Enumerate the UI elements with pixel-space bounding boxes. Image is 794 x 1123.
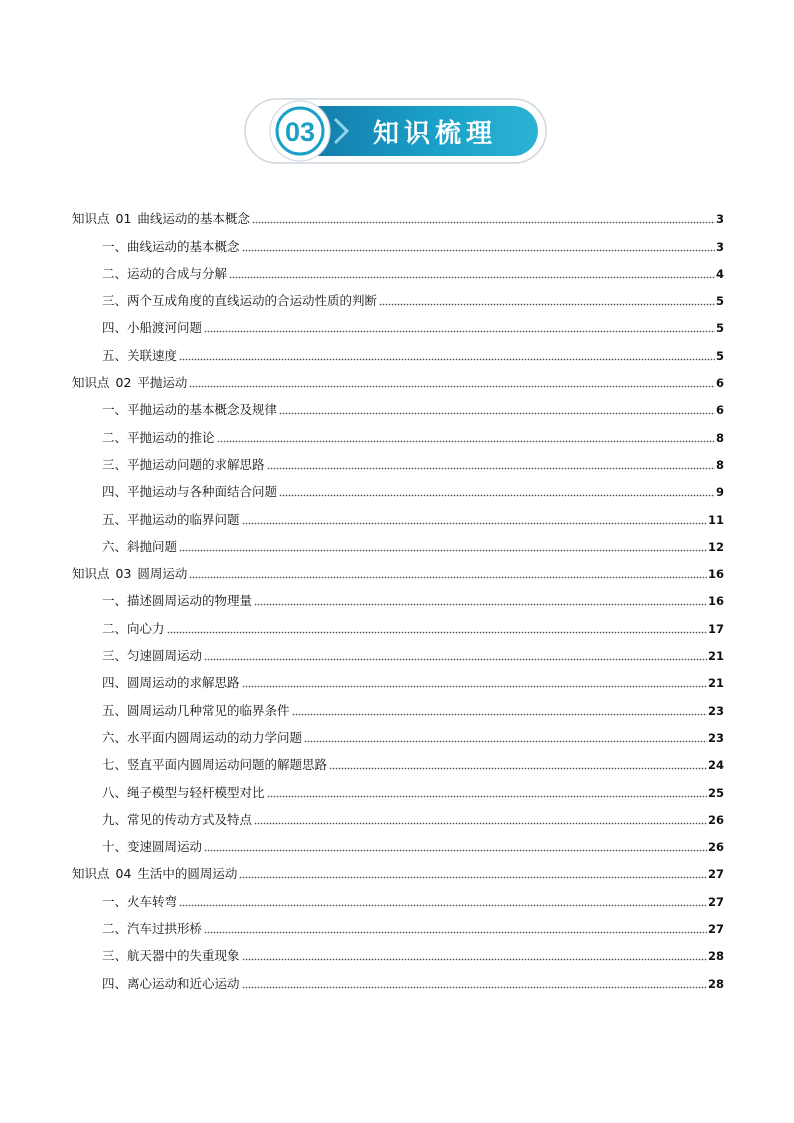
toc-subsection-entry[interactable] [72, 801, 724, 828]
toc-page-number: 5 [715, 294, 724, 309]
toc-subsection-entry[interactable] [72, 691, 724, 718]
toc-page-number: 26 [707, 840, 724, 855]
toc-dot-leader [267, 467, 715, 470]
toc-subsection-entry[interactable] [72, 391, 724, 418]
toc-subsection-entry[interactable] [72, 582, 724, 609]
toc-entry-text: 四、离心运动和近心运动 [102, 975, 240, 991]
toc-subsection-entry[interactable] [72, 227, 724, 254]
toc-entry-text: 一、曲线运动的基本概念 [102, 238, 240, 254]
toc-dot-leader [242, 249, 715, 252]
toc-entry-label [102, 703, 290, 719]
section-title: 知识梳理 [372, 119, 498, 149]
toc-entry-label [102, 948, 240, 964]
toc-entry-text: 二、平抛运动的推论 [102, 429, 215, 445]
toc-page-number: 5 [715, 348, 724, 363]
toc-page-number: 16 [707, 594, 724, 609]
toc-page-number: 8 [715, 430, 724, 445]
toc-page-number: 12 [707, 539, 724, 554]
toc-subsection-entry[interactable] [72, 964, 724, 991]
toc-entry-label [102, 894, 177, 910]
toc-entry-text: 四、小船渡河问题 [102, 320, 203, 336]
toc-page-number: 11 [707, 512, 724, 527]
toc-entry-text: 知识点 [72, 866, 110, 882]
toc-page-number: 5 [715, 321, 724, 336]
toc-page-number: 3 [715, 239, 724, 254]
toc-entry-label [72, 566, 187, 582]
section-number: 03 [284, 117, 316, 147]
toc-subsection-entry[interactable] [72, 446, 724, 473]
toc-section-entry[interactable] [72, 200, 724, 227]
toc-entry-number: 02 [115, 375, 132, 391]
toc-page-number: 21 [707, 676, 724, 691]
toc-dot-leader [189, 385, 715, 388]
toc-entry-label [102, 921, 202, 937]
toc-dot-leader [229, 276, 715, 279]
toc-page-number: 26 [707, 812, 724, 827]
toc-subsection-entry[interactable] [72, 473, 724, 500]
toc-subsection-entry[interactable] [72, 773, 724, 800]
toc-entry-text: 四、圆周运动的求解思路 [102, 675, 240, 691]
toc-entry-text: 知识点 [72, 211, 110, 227]
toc-entry-label [102, 839, 202, 855]
toc-page-number: 25 [707, 785, 724, 800]
toc-page-number: 8 [715, 457, 724, 472]
toc-entry-label [102, 675, 240, 691]
toc-entry-text: 二、运动的合成与分解 [102, 265, 228, 281]
toc-dot-leader [242, 958, 707, 961]
toc-entry-label [102, 348, 177, 364]
toc-entry-text: 二、汽车过拱形桥 [102, 921, 203, 937]
toc-dot-leader [167, 631, 707, 634]
toc-subsection-entry[interactable] [72, 336, 724, 363]
toc-entry-label [102, 757, 327, 773]
toc-entry-label [102, 648, 202, 664]
toc-subsection-entry[interactable] [72, 746, 724, 773]
toc-dot-leader [267, 795, 707, 798]
toc-dot-leader [217, 440, 715, 443]
toc-page-number: 27 [707, 894, 724, 909]
toc-dot-leader [204, 931, 707, 934]
toc-entry-label [72, 211, 250, 227]
toc-entry-text: 六、斜抛问题 [102, 538, 178, 554]
toc-entry-label [102, 484, 277, 500]
toc-entry-label [102, 976, 240, 992]
toc-dot-leader [279, 412, 715, 415]
toc-entry-text: 一、火车转弯 [102, 893, 178, 909]
toc-page-number: 6 [715, 403, 724, 418]
toc-subsection-entry[interactable] [72, 309, 724, 336]
toc-dot-leader [329, 767, 707, 770]
toc-entry-label [102, 293, 377, 309]
toc-page-number: 27 [707, 922, 724, 937]
toc-entry-label [72, 866, 237, 882]
toc-entry-text: 五、圆周运动几种常见的临界条件 [102, 702, 290, 718]
toc-entry-title: 平抛运动 [137, 375, 188, 391]
toc-page-number: 24 [707, 758, 724, 773]
toc-subsection-entry[interactable] [72, 609, 724, 636]
toc-section-entry[interactable] [72, 555, 724, 582]
toc-entry-text: 三、两个互成角度的直线运动的合运动性质的判断 [102, 293, 378, 309]
toc-entry-label [102, 539, 177, 555]
toc-entry-title: 生活中的圆周运动 [137, 866, 238, 882]
toc-page-number: 17 [707, 621, 724, 636]
toc-page-number: 21 [707, 649, 724, 664]
toc-subsection-entry[interactable] [72, 500, 724, 527]
toc-dot-leader [242, 685, 707, 688]
banner-graphic [243, 97, 548, 165]
toc-entry-title: 曲线运动的基本概念 [137, 211, 250, 227]
toc-entry-label [102, 320, 202, 336]
toc-dot-leader [254, 603, 707, 606]
toc-dot-leader [279, 494, 715, 497]
section-banner [243, 97, 548, 165]
toc-entry-label [72, 375, 187, 391]
toc-entry-text: 九、常见的传动方式及特点 [102, 811, 253, 827]
toc-entry-label [102, 512, 240, 528]
toc-entry-text: 三、匀速圆周运动 [102, 648, 203, 664]
toc-page-number: 28 [707, 949, 724, 964]
toc-dot-leader [204, 849, 707, 852]
toc-entry-label [102, 621, 165, 637]
toc-page-number: 9 [715, 485, 724, 500]
toc-dot-leader [189, 576, 707, 579]
toc-subsection-entry[interactable] [72, 910, 724, 937]
toc-dot-leader [242, 522, 707, 525]
toc-subsection-entry[interactable] [72, 255, 724, 282]
toc-subsection-entry[interactable] [72, 882, 724, 909]
toc-page-number: 27 [707, 867, 724, 882]
toc-entry-text: 一、平抛运动的基本概念及规律 [102, 402, 278, 418]
toc-page-number: 6 [715, 376, 724, 391]
toc-entry-text: 五、关联速度 [102, 347, 178, 363]
toc-page-number: 28 [707, 976, 724, 991]
toc-section-entry[interactable] [72, 855, 724, 882]
toc-entry-number: 03 [115, 566, 132, 582]
toc-dot-leader [204, 330, 715, 333]
toc-entry-text: 五、平抛运动的临界问题 [102, 511, 240, 527]
toc-dot-leader [379, 303, 715, 306]
toc-dot-leader [254, 822, 707, 825]
toc-dot-leader [239, 876, 707, 879]
toc-entry-label [102, 730, 302, 746]
toc-entry-text: 八、绳子模型与轻杆模型对比 [102, 784, 265, 800]
toc-entry-number: 01 [115, 211, 132, 227]
toc-subsection-entry[interactable] [72, 828, 724, 855]
toc-entry-text: 三、航天器中的失重现象 [102, 948, 240, 964]
toc-section-entry[interactable] [72, 364, 724, 391]
toc-entry-label [102, 266, 227, 282]
toc-dot-leader [304, 740, 707, 743]
toc-subsection-entry[interactable] [72, 418, 724, 445]
toc-entry-text: 十、变速圆周运动 [102, 839, 203, 855]
toc-entry-text: 知识点 [72, 375, 110, 391]
toc-subsection-entry[interactable] [72, 937, 724, 964]
toc-dot-leader [252, 221, 715, 224]
toc-subsection-entry[interactable] [72, 719, 724, 746]
toc-entry-label [102, 812, 252, 828]
toc-entry-label [102, 430, 215, 446]
toc-dot-leader [242, 986, 707, 989]
toc-entry-label [102, 785, 265, 801]
toc-entry-label [102, 402, 277, 418]
toc-dot-leader [179, 904, 707, 907]
toc-entry-text: 知识点 [72, 566, 110, 582]
toc-entry-text: 六、水平面内圆周运动的动力学问题 [102, 729, 303, 745]
toc-entry-label [102, 239, 240, 255]
toc-page-number: 3 [715, 212, 724, 227]
toc-subsection-entry[interactable] [72, 528, 724, 555]
toc-subsection-entry[interactable] [72, 637, 724, 664]
table-of-contents [72, 200, 724, 992]
toc-entry-label [102, 593, 252, 609]
toc-entry-title: 圆周运动 [137, 566, 188, 582]
toc-entry-number: 04 [115, 866, 132, 882]
toc-page-number: 23 [707, 703, 724, 718]
toc-dot-leader [204, 658, 707, 661]
toc-entry-label [102, 457, 265, 473]
toc-dot-leader [179, 358, 715, 361]
toc-entry-text: 七、竖直平面内圆周运动问题的解题思路 [102, 757, 328, 773]
toc-page-number: 16 [707, 567, 724, 582]
toc-subsection-entry[interactable] [72, 664, 724, 691]
toc-dot-leader [292, 713, 707, 716]
toc-entry-text: 四、平抛运动与各种面结合问题 [102, 484, 278, 500]
toc-entry-text: 三、平抛运动问题的求解思路 [102, 456, 265, 472]
toc-subsection-entry[interactable] [72, 282, 724, 309]
toc-dot-leader [179, 549, 707, 552]
toc-page-number: 4 [715, 266, 724, 281]
toc-entry-text: 二、向心力 [102, 620, 165, 636]
toc-page-number: 23 [707, 730, 724, 745]
toc-entry-text: 一、描述圆周运动的物理量 [102, 593, 253, 609]
